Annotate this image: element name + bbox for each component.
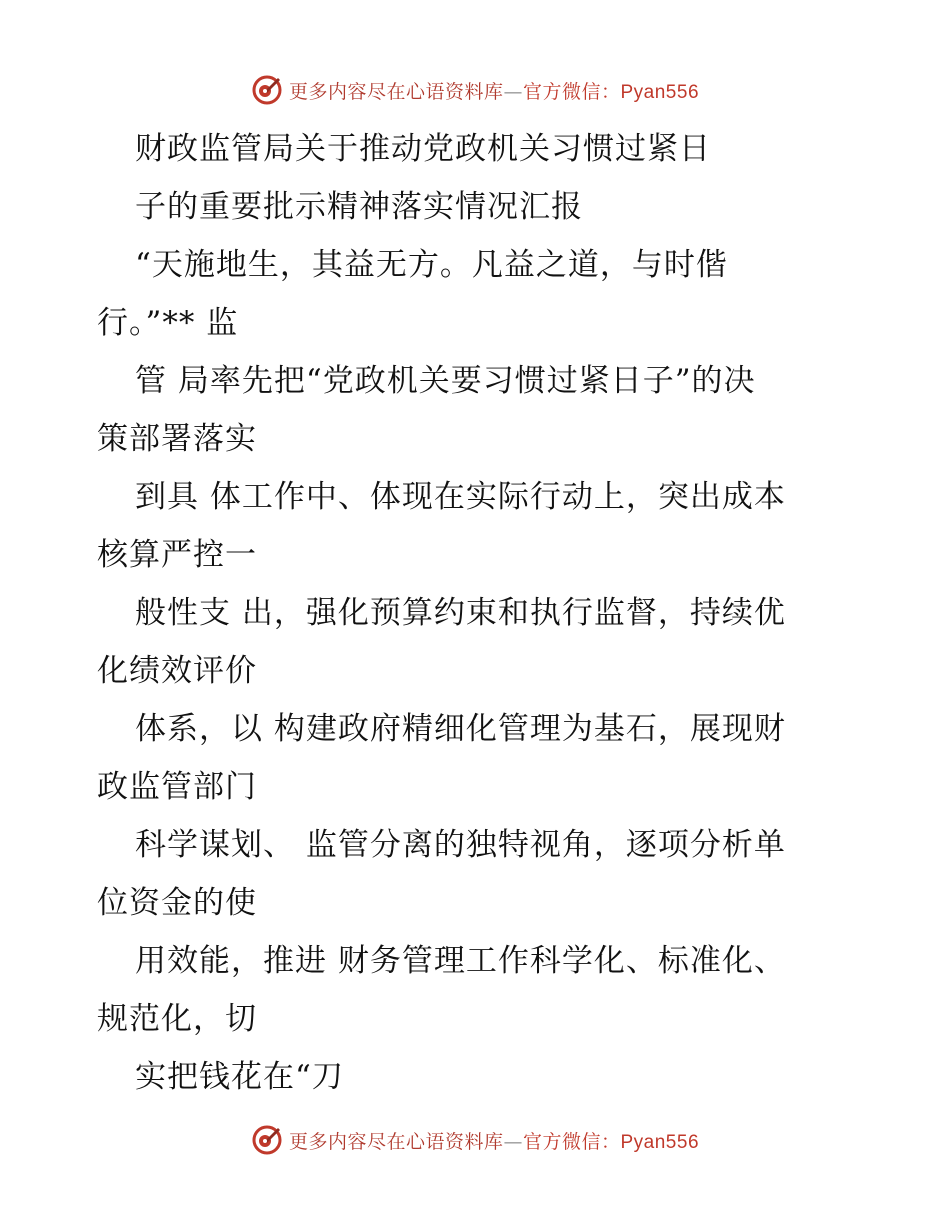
banner-wechat-handle: Pyan556 bbox=[620, 81, 700, 103]
banner-contact-label: 官方微信： bbox=[522, 1130, 621, 1153]
banner-brand-text: 更多内容尽在心语资料库 bbox=[288, 80, 504, 103]
pen-logo-icon bbox=[251, 1124, 283, 1156]
banner-brand-text: 更多内容尽在心语资料库 bbox=[288, 1130, 504, 1153]
paragraph-line: 到具 体工作中、体现在实际行动上，突出成本 bbox=[135, 479, 786, 515]
paragraph-line: 管 局率先把“党政机关要习惯过紧日子”的决 bbox=[135, 363, 756, 399]
banner-contact-label: 官方微信： bbox=[522, 80, 621, 103]
document-title-line-1: 财政监管局关于推动党政机关习惯过紧日 bbox=[135, 131, 711, 167]
paragraph-line: 行。”** 监 bbox=[97, 305, 239, 341]
document-body bbox=[97, 120, 842, 1106]
paragraph-line: 用效能，推进 财务管理工作科学化、标准化、 bbox=[135, 943, 786, 979]
footer-banner bbox=[0, 1120, 950, 1160]
paragraph-line: 核算严控一 bbox=[97, 537, 257, 573]
banner-text bbox=[289, 1127, 699, 1154]
banner-separator: — bbox=[503, 80, 523, 103]
pen-logo-icon bbox=[251, 74, 283, 106]
banner-wechat-handle: Pyan556 bbox=[620, 1131, 700, 1153]
paragraph-line: 策部署落实 bbox=[97, 421, 257, 457]
paragraph-line: 科学谋划、 监管分离的独特视角，逐项分析单 bbox=[135, 827, 786, 863]
banner-separator: — bbox=[503, 1130, 523, 1153]
paragraph-line: 般性支 出，强化预算约束和执行监督，持续优 bbox=[135, 595, 786, 631]
paragraph-line: 体系，以 构建政府精细化管理为基石，展现财 bbox=[135, 711, 786, 747]
header-banner bbox=[0, 70, 950, 110]
document-title-line-2: 子的重要批示精神落实情况汇报 bbox=[135, 189, 583, 225]
paragraph-line: 化绩效评价 bbox=[97, 653, 257, 689]
paragraph-line: 规范化，切 bbox=[97, 1001, 257, 1037]
banner-text bbox=[289, 77, 699, 104]
paragraph-line: 实把钱花在“刀 bbox=[135, 1059, 344, 1095]
paragraph-line: 位资金的使 bbox=[97, 885, 257, 921]
paragraph-line: 政监管部门 bbox=[97, 769, 257, 805]
paragraph-line: “天施地生，其益无方。凡益之道，与时偕 bbox=[135, 247, 728, 283]
